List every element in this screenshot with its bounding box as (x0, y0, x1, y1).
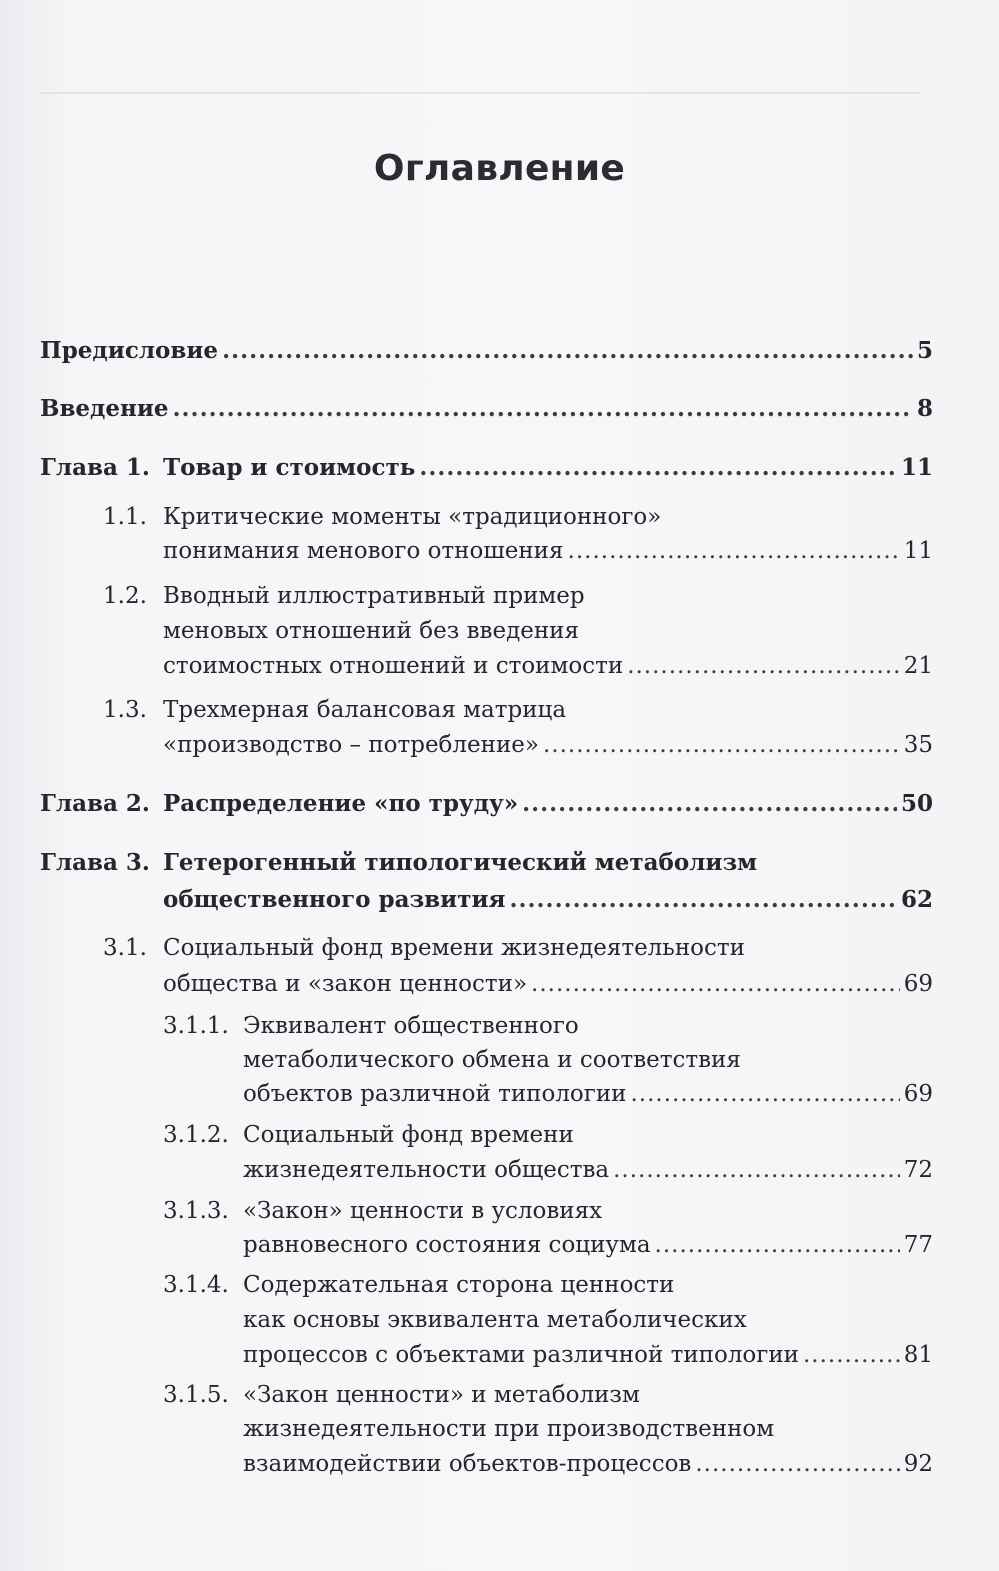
toc-page-number: 21 (903, 653, 933, 679)
page-title: Оглавление (373, 148, 626, 189)
toc-page-number: 69 (903, 971, 933, 997)
toc-entry-section-1-2[interactable] (163, 648, 933, 684)
toc-page-number: 77 (903, 1232, 933, 1258)
toc-title-line: Социальный фонд времени (243, 1122, 574, 1148)
toc-entry-subsection-3-1-5[interactable] (243, 1446, 933, 1482)
subsection-number: 3.1.4. (163, 1272, 229, 1298)
toc-title-line: Трехмерная балансовая матрица (163, 697, 567, 723)
toc-page-number: 35 (903, 732, 933, 758)
dot-leader (543, 727, 900, 763)
dot-leader (613, 1152, 900, 1188)
dot-leader (173, 391, 913, 427)
toc-title-line: жизнедеятельности при производственном (243, 1416, 775, 1442)
toc-title: Распределение «по труду» (163, 790, 519, 817)
toc-entry-section-3-1[interactable] (163, 966, 933, 1002)
section-number: 1.2. (103, 583, 147, 609)
toc-title-line: Эквивалент общественного (243, 1013, 579, 1039)
toc-title-line: Критические моменты «традиционного» (163, 504, 662, 530)
chapter-number: Глава 2. (40, 790, 150, 817)
toc-page-number: 11 (900, 454, 933, 481)
dot-leader (522, 786, 897, 822)
toc-page-number: 50 (900, 790, 933, 817)
toc-page-number: 72 (903, 1157, 933, 1183)
toc-page-number: 8 (916, 395, 933, 422)
toc-page-number: 5 (916, 337, 933, 364)
section-number: 1.1. (103, 504, 147, 530)
toc-entry-subsection-3-1-4[interactable] (243, 1337, 933, 1373)
toc-title-line: метаболического обмена и соответствия (243, 1047, 741, 1073)
subsection-number: 3.1.1. (163, 1013, 229, 1039)
toc-title-line: «Закон» ценности в условиях (243, 1198, 603, 1224)
toc-title-line: Гетерогенный типологический метаболизм (163, 849, 758, 876)
subsection-number: 3.1.5. (163, 1382, 229, 1408)
toc-title: общественного развития (163, 886, 506, 913)
toc-title-line: «Закон ценности» и метаболизм (243, 1382, 640, 1408)
toc-title: процессов с объектами различной типологии (243, 1342, 799, 1368)
toc-title-line: Содержательная сторона ценности (243, 1272, 675, 1298)
toc-title: «производство – потребление» (163, 732, 539, 758)
chapter-number: Глава 3. (40, 849, 150, 876)
toc-entry-subsection-3-1-2[interactable] (243, 1152, 933, 1188)
toc-entry-chapter-1[interactable] (163, 450, 933, 486)
section-number: 1.3. (103, 697, 147, 723)
toc-entry-preface[interactable] (40, 333, 933, 369)
toc-title-line: Социальный фонд времени жизнедеятельности (163, 935, 745, 961)
toc-entry-subsection-3-1-1[interactable] (243, 1076, 933, 1112)
subsection-number: 3.1.3. (163, 1198, 229, 1224)
dot-leader (568, 533, 900, 569)
dot-leader (631, 1076, 900, 1112)
chapter-number: Глава 1. (40, 454, 150, 481)
dot-leader (510, 882, 897, 918)
toc-title-line: как основы эквивалента метаболических (243, 1307, 747, 1333)
toc-title: стоимостных отношений и стоимости (163, 653, 624, 679)
toc-title: взаимодействии объектов-процессов (243, 1451, 692, 1477)
toc-page-number: 69 (903, 1081, 933, 1107)
toc-page-number: 81 (903, 1342, 933, 1368)
dot-leader (655, 1227, 900, 1263)
toc-title: общества и «закон ценности» (163, 971, 528, 997)
toc-entry-subsection-3-1-3[interactable] (243, 1227, 933, 1263)
toc-title-line: меновых отношений без введения (163, 618, 580, 644)
toc-title: понимания менового отношения (163, 538, 564, 564)
toc-page-number: 11 (903, 538, 933, 564)
toc-title: объектов различной типологии (243, 1081, 627, 1107)
toc-title: Введение (40, 395, 169, 422)
toc-title: Предисловие (40, 337, 219, 364)
dot-leader (419, 450, 897, 486)
toc-entry-chapter-2[interactable] (163, 786, 933, 822)
toc-title: Товар и стоимость (163, 454, 416, 481)
toc-page-number: 62 (900, 886, 933, 913)
toc-entry-section-1-3[interactable] (163, 727, 933, 763)
toc-title: равновесного состояния социума (243, 1232, 651, 1258)
toc-entry-section-1-1[interactable] (163, 533, 933, 569)
toc-title-line: Вводный иллюстративный пример (163, 583, 585, 609)
toc-entry-chapter-3[interactable] (163, 882, 933, 918)
subsection-number: 3.1.2. (163, 1122, 229, 1148)
toc-entry-intro[interactable] (40, 391, 933, 427)
dot-leader (222, 333, 913, 369)
dot-leader (531, 966, 900, 1002)
toc-title: жизнедеятельности общества (243, 1157, 610, 1183)
dot-leader (695, 1446, 899, 1482)
dot-leader (803, 1337, 900, 1373)
toc-page-number: 92 (903, 1451, 933, 1477)
section-number: 3.1. (103, 935, 147, 961)
dot-leader (627, 648, 900, 684)
